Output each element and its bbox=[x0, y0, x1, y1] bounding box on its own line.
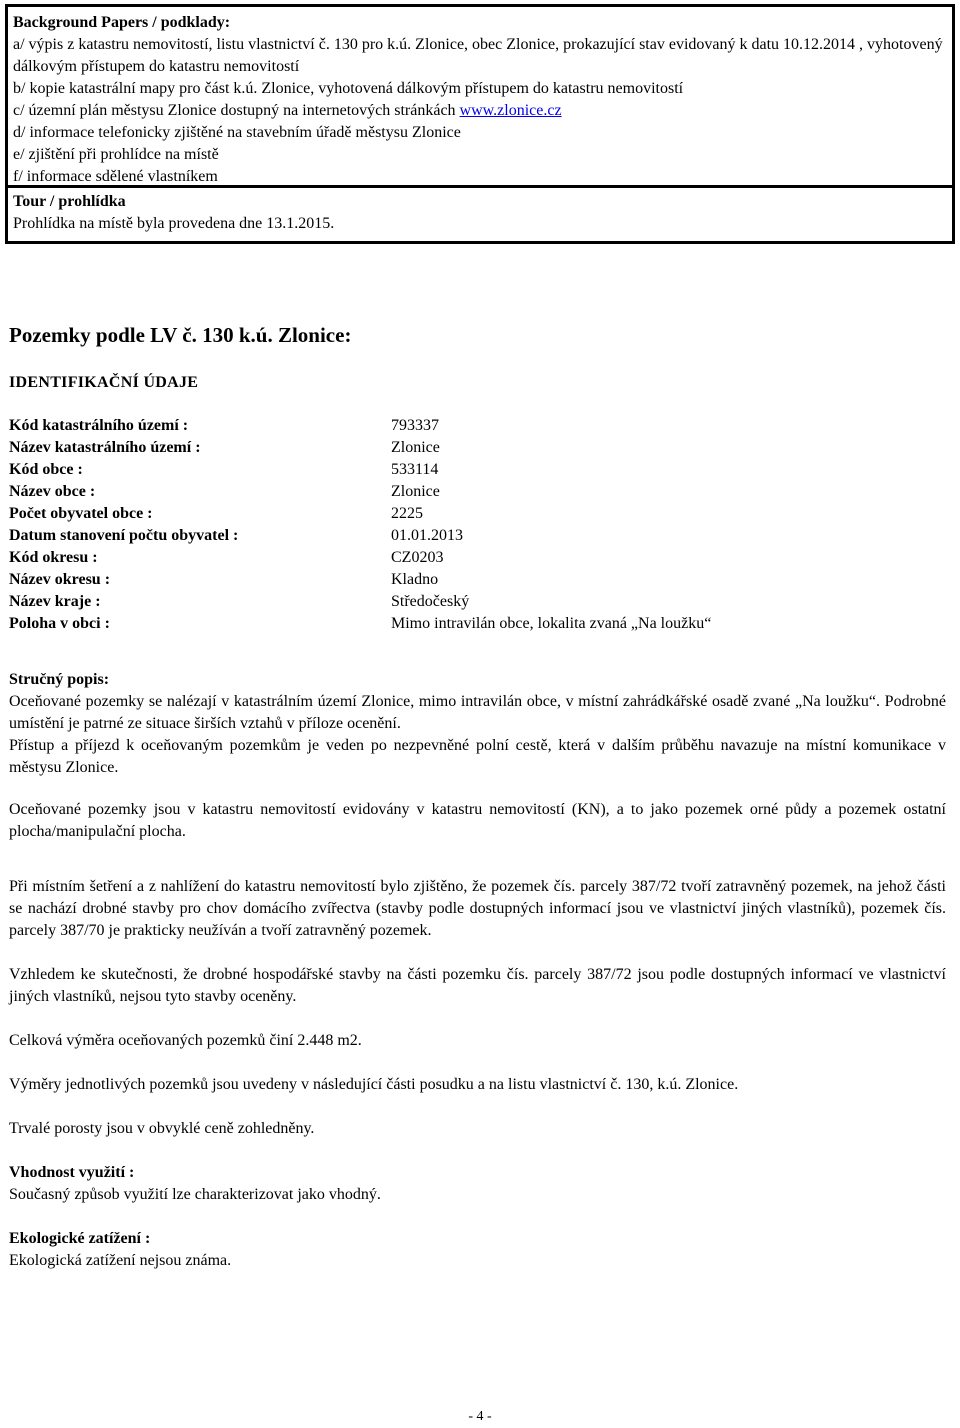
id-label: Název katastrálního území : bbox=[9, 439, 201, 456]
spacer bbox=[9, 843, 946, 876]
id-value: 793337 bbox=[391, 417, 439, 434]
description-paragraph-8: Trvalé porosty jsou v obvyklé ceně zohledněny. bbox=[9, 1120, 315, 1137]
id-value: Zlonice bbox=[391, 439, 440, 456]
description-paragraph-3: Oceňované pozemky jsou v katastru nemovitostí evidovány v katastru nemovitostí (KN), a to jako pozemek orné půdy a pozemek ostatní plocha/manipulační plocha. bbox=[9, 801, 946, 840]
id-label: Poloha v obci : bbox=[9, 615, 110, 632]
description-heading: Stručný popis: bbox=[9, 671, 110, 688]
section-title: Pozemky podle LV č. 130 k.ú. Zlonice: bbox=[9, 323, 352, 347]
background-papers-heading: Background Papers / podklady: bbox=[13, 14, 231, 31]
ecology-text: Ekologická zatížení nejsou známa. bbox=[9, 1252, 232, 1269]
background-item-e: e/ zjištění při prohlídce na místě bbox=[13, 146, 219, 163]
suitability-text: Současný způsob využití lze charakterizovat jako vhodný. bbox=[9, 1186, 381, 1203]
background-item-d: d/ informace telefonicky zjištěné na stavebním úřadě městysu Zlonice bbox=[13, 124, 461, 141]
spacer bbox=[9, 1206, 946, 1228]
spacer bbox=[9, 1096, 946, 1118]
background-papers-section bbox=[8, 7, 952, 185]
id-label: Datum stanovení počtu obyvatel : bbox=[9, 527, 239, 544]
spacer bbox=[9, 1052, 946, 1074]
id-label: Název obce : bbox=[9, 483, 96, 500]
description-paragraph-6: Celková výměra oceňovaných pozemků činí 2.448 m2. bbox=[9, 1032, 362, 1049]
description-paragraph-2: Přístup a příjezd k oceňovaným pozemkům je veden po nezpevněné polní cestě, která v dalším průběhu navazuje na místní komunikace v městysu Zlonice. bbox=[9, 737, 946, 776]
spacer bbox=[9, 779, 946, 799]
id-label: Název kraje : bbox=[9, 593, 101, 610]
id-value: Kladno bbox=[391, 571, 439, 588]
background-item-c-text: c/ územní plán městysu Zlonice dostupný na internetových stránkách bbox=[13, 102, 460, 119]
ecology-heading: Ekologické zatížení : bbox=[9, 1230, 151, 1247]
identification-title: IDENTIFIKAČNÍ ÚDAJE bbox=[9, 374, 199, 391]
background-item-a: a/ výpis z katastru nemovitostí, listu vlastnictví č. 130 pro k.ú. Zlonice, obec Zlonice, prokazující stav evidovaný k datu 10.12.2014 , vyhotovený dálkovým přístupem do katastru nemovitostí bbox=[13, 36, 943, 75]
zlonice-website-link[interactable]: www.zlonice.cz bbox=[459, 102, 562, 119]
id-value: CZ0203 bbox=[391, 549, 444, 566]
id-label: Název okresu : bbox=[9, 571, 111, 588]
description-paragraph-5: Vzhledem ke skutečnosti, že drobné hospodářské stavby na části pozemku čís. parcely 387/72 jsou podle dostupných informací ve vlastnictví jiných vlastníků, nejsou tyto stavby oceněny. bbox=[9, 966, 946, 1005]
id-label: Počet obyvatel obce : bbox=[9, 505, 153, 522]
page-number: - 4 - bbox=[468, 1409, 492, 1424]
tour-section bbox=[8, 185, 952, 241]
spacer bbox=[9, 1008, 946, 1030]
description-content bbox=[9, 669, 946, 1272]
spacer bbox=[9, 942, 946, 964]
id-value: Zlonice bbox=[391, 483, 440, 500]
id-value: Středočeský bbox=[391, 593, 470, 610]
id-label: Kód katastrálního území : bbox=[9, 417, 189, 434]
suitability-heading: Vhodnost využití : bbox=[9, 1164, 135, 1181]
id-value: 2225 bbox=[391, 505, 423, 522]
tour-heading: Tour / prohlídka bbox=[13, 193, 126, 210]
id-value: Mimo intravilán obce, lokalita zvaná „Na loužku“ bbox=[391, 615, 712, 632]
description-paragraph-4: Při místním šetření a z nahlížení do katastru nemovitostí bylo zjištěno, že pozemek čís. parcely 387/72 tvoří zatravněný pozemek, na jehož části se nachází drobné stavby pro chov domácího zvířectva (stavby podle dostupných informací jsou ve vlastnictví jiných vlastníků), pozemek čís. parcely 387/70 je prakticky neužíván a tvoří zatravněný pozemek. bbox=[9, 878, 946, 939]
id-label: Kód obce : bbox=[9, 461, 83, 478]
background-papers-box bbox=[5, 4, 955, 244]
description-paragraph-1: Oceňované pozemky se nalézají v katastrálním území Zlonice, mimo intravilán obce, v místní zahrádkářské osadě zvané „Na loužku“. Podrobné umístění je patrné ze situace širších vztahů v příloze ocenění. bbox=[9, 693, 946, 732]
id-value: 01.01.2013 bbox=[391, 527, 463, 544]
id-label: Kód okresu : bbox=[9, 549, 98, 566]
description-paragraph-7: Výměry jednotlivých pozemků jsou uvedeny v následující části posudku a na listu vlastnictví č. 130, k.ú. Zlonice. bbox=[9, 1076, 739, 1093]
spacer bbox=[9, 1140, 946, 1162]
background-item-b: b/ kopie katastrální mapy pro část k.ú. Zlonice, vyhotovená dálkovým přístupem do katastru nemovitostí bbox=[13, 80, 684, 97]
tour-text: Prohlídka na místě byla provedena dne 13.1.2015. bbox=[13, 215, 335, 232]
background-item-c bbox=[13, 100, 947, 122]
background-item-f: f/ informace sdělené vlastníkem bbox=[13, 168, 218, 185]
id-value: 533114 bbox=[391, 461, 439, 478]
